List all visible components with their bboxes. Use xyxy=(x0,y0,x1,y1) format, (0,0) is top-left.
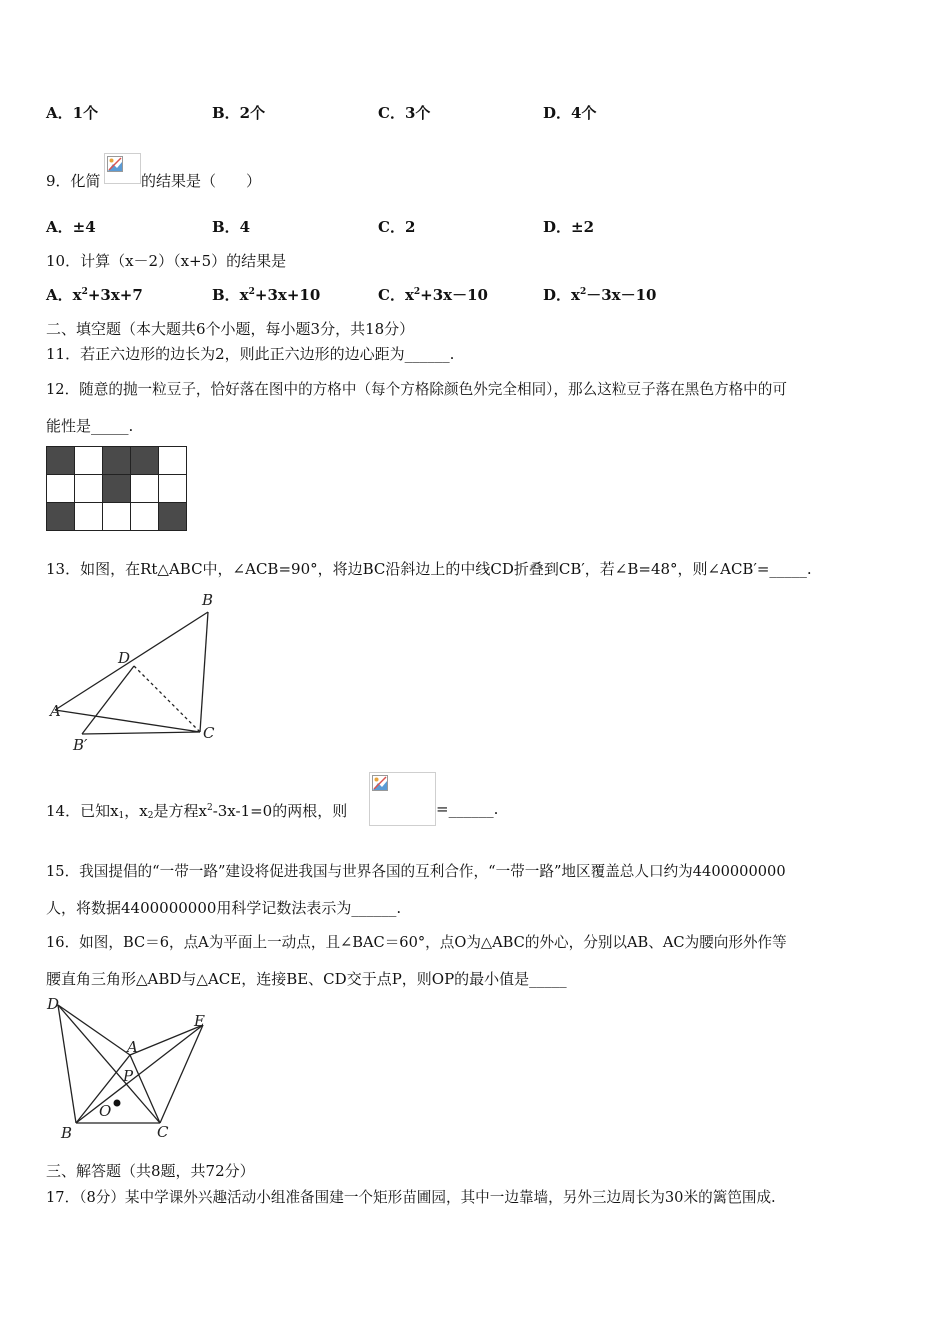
grid-cell-white xyxy=(103,503,131,531)
q14-suffix: =______. xyxy=(436,800,499,818)
grid-cell-black xyxy=(131,447,159,475)
q12-grid xyxy=(46,446,187,531)
q13-label-d: D xyxy=(118,649,131,667)
q8-option-c: C．3个 xyxy=(378,104,431,122)
q13-line-ac xyxy=(55,710,200,732)
q13-label-a: A xyxy=(50,702,61,720)
grid-row xyxy=(47,475,187,503)
grid-cell-black xyxy=(47,503,75,531)
q13-line-bprime-c xyxy=(82,732,200,734)
broken-image-icon xyxy=(369,772,436,826)
q13-label-bprime: B′ xyxy=(73,736,88,754)
q11-question: 11．若正六边形的边长为2，则此正六边形的边心距为______. xyxy=(46,345,455,363)
q9-option-a: A．±4 xyxy=(46,218,96,236)
broken-image-icon xyxy=(104,153,141,184)
q10-option-a: A．$x^2+3x+7$ xyxy=(46,286,143,304)
q17-question: 17．（8分）某中学课外兴趣活动小组准备围建一个矩形苗圃园，其中一边靠墙，另外三边周长为30米的篱笆围成. xyxy=(46,1189,776,1206)
q14-question: 14．已知$x_1$，$x_2$是方程$x^2-3x-1=0$的两根，则 xyxy=(46,802,348,821)
q13-line-dc-dashed xyxy=(134,666,200,732)
q16-label-b: B xyxy=(61,1124,73,1142)
q16-label-e: E xyxy=(194,1012,205,1030)
grid-cell-white xyxy=(75,447,103,475)
grid-cell-white xyxy=(75,503,103,531)
grid-row xyxy=(47,447,187,475)
q16-label-a: A xyxy=(127,1038,138,1056)
q13-label-c: C xyxy=(203,724,215,742)
grid-cell-black xyxy=(159,503,187,531)
q8-option-a: A．1个 xyxy=(46,104,99,122)
q8-option-d: D．4个 xyxy=(543,104,597,122)
q16-triangle-figure xyxy=(40,995,220,1145)
q16-label-p: P xyxy=(123,1067,134,1085)
grid-cell-white xyxy=(159,447,187,475)
grid-cell-white xyxy=(131,503,159,531)
q12-question-line1: 12．随意的抛一粒豆子，恰好落在图中的方格中（每个方格除颜色外完全相同），那么这粒豆子落在黑色方格中的可 xyxy=(46,381,787,398)
q9-option-b: B．4 xyxy=(212,218,251,236)
q10-option-b: B．$x^2+3x+10$ xyxy=(212,286,321,304)
grid-cell-white xyxy=(159,475,187,503)
section-3-heading: 三、解答题（共8题，共72分） xyxy=(46,1162,255,1180)
section-2-heading: 二、填空题（本大题共6个小题，每小题3分，共18分） xyxy=(46,320,415,338)
q15-question-line1: 15．我国提倡的“一带一路”建设将促进我国与世界各国的互利合作，“一带一路”地区覆盖总人口约为4400000000 xyxy=(46,863,786,880)
q12-question-line2: 能性是_____. xyxy=(46,417,134,435)
grid-cell-black xyxy=(103,447,131,475)
image-placeholder-icon xyxy=(107,156,123,172)
q15-question-line2: 人，将数据4400000000用科学记数法表示为______. xyxy=(46,899,402,917)
q16-point-o xyxy=(114,1100,121,1107)
q13-line-ab xyxy=(55,612,208,710)
q16-line-ac xyxy=(130,1055,160,1123)
q13-triangle-figure xyxy=(40,585,240,755)
grid-cell-black xyxy=(103,475,131,503)
q13-label-b: B xyxy=(202,591,214,609)
q10-option-d: D．$x^2-3x-10$ xyxy=(543,286,657,304)
q9-prefix: 9．化简 xyxy=(46,172,101,190)
grid-cell-white xyxy=(131,475,159,503)
q10-option-c: C．$x^2+3x-10$ xyxy=(378,286,488,304)
q16-label-c: C xyxy=(157,1123,169,1141)
q9-option-d: D．±2 xyxy=(543,218,595,236)
q16-line-eb xyxy=(76,1025,203,1123)
grid-row xyxy=(47,503,187,531)
q10-question: 10．计算（x－2）（x+5）的结果是 xyxy=(46,252,287,270)
q16-question-line2: 腰直角三角形△ABD与△ACE，连接BE、CD交于点P，则OP的最小值是_____ xyxy=(46,970,567,988)
q8-option-b: B．2个 xyxy=(212,104,266,122)
grid-cell-black xyxy=(47,447,75,475)
q16-label-d: D xyxy=(47,995,60,1013)
grid-cell-white xyxy=(47,475,75,503)
q13-line-bc xyxy=(200,612,208,732)
q13-question: 13．如图，在Rt△ABC中，∠ACB=90°，将边BC沿斜边上的中线CD折叠到CB′，若∠B=48°，则∠ACB′=_____. xyxy=(46,560,812,578)
grid-cell-white xyxy=(75,475,103,503)
q16-question-line1: 16．如图，BC＝6，点A为平面上一动点，且∠BAC＝60°，点O为△ABC的外心，分别以AB、AC为腰向形外作等 xyxy=(46,934,787,951)
q9-option-c: C．2 xyxy=(378,218,416,236)
image-placeholder-icon xyxy=(372,775,388,791)
q16-label-o: O xyxy=(99,1102,112,1120)
q9-suffix: 的结果是（ ） xyxy=(141,172,262,190)
